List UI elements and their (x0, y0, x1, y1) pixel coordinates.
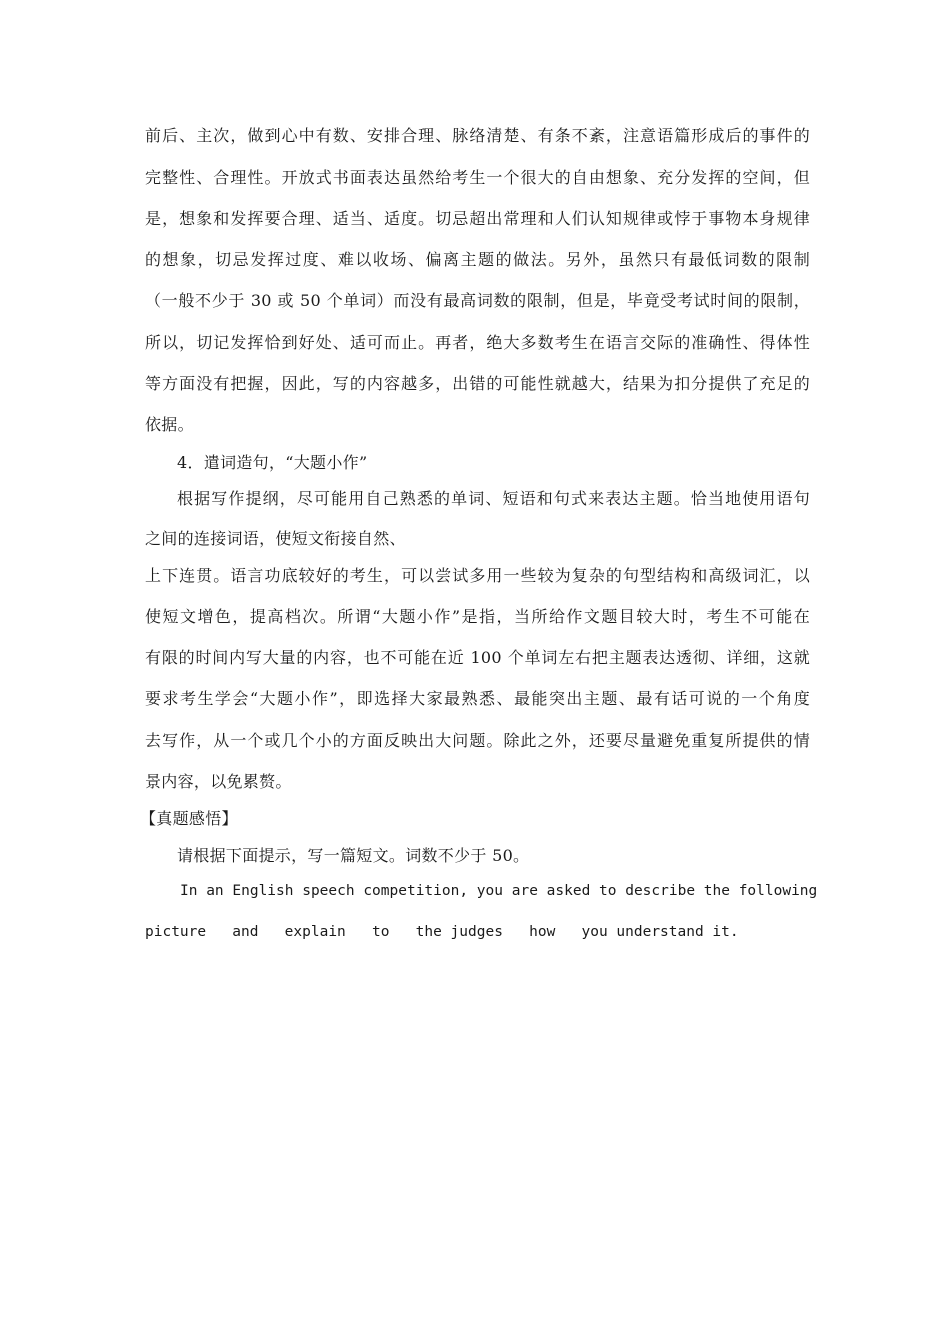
paragraph-1-line-7: 等方面没有把握，因此，写的内容越多，出错的可能性就越大，结果为扣分提供了充足的 (145, 374, 810, 393)
paragraph-2-line-8: 景内容，以免累赘。 (145, 772, 292, 791)
paragraph-1-line-8: 依据。 (145, 415, 194, 434)
paragraph-1-line-4: 的想象，切忌发挥过度、难以收场、偏离主题的做法。另外，虽然只有最低词数的限制 (145, 250, 810, 269)
paragraph-2-line-1: 根据写作提纲，尽可能用自己熟悉的单词、短语和句式来表达主题。恰当地使用语句 (177, 489, 810, 508)
paragraph-1-line-2: 完整性、合理性。开放式书面表达虽然给考生一个很大的自由想象、充分发挥的空间，但 (145, 168, 810, 187)
paragraph-1-line-3: 是，想象和发挥要合理、适当、适度。切忌超出常理和人们认知规律或悖于事物本身规律 (145, 209, 810, 228)
paragraph-1-line-5: （一般不少于 30 或 50 个单词）而没有最高词数的限制，但是，毕竟受考试时间的限制， (145, 291, 810, 310)
section-title: 【真题感悟】 (140, 809, 238, 828)
paragraph-2-line-5: 有限的时间内写大量的内容，也不可能在近 100 个单词左右把主题表达透彻、详细，这就 (145, 648, 810, 667)
english-prompt-line-2: picture and explain to the judges how you understand it. (145, 924, 739, 940)
instruction-text: 请根据下面提示，写一篇短文。词数不少于 50。 (177, 846, 530, 865)
paragraph-1-line-6: 所以，切记发挥恰到好处、适可而止。再者，绝大多数考生在语言交际的准确性、得体性 (145, 333, 810, 352)
section-heading-4: 4．遣词造句，“大题小作” (177, 453, 368, 472)
paragraph-2-line-3: 上下连贯。语言功底较好的考生，可以尝试多用一些较为复杂的句型结构和高级词汇，以 (145, 566, 810, 585)
paragraph-2-line-6: 要求考生学会“大题小作”，即选择大家最熟悉、最能突出主题、最有话可说的一个角度 (145, 689, 810, 708)
paragraph-1-line-1: 前后、主次，做到心中有数、安排合理、脉络清楚、有条不紊，注意语篇形成后的事件的 (145, 126, 810, 145)
paragraph-2-line-2: 之间的连接词语，使短文衔接自然、 (145, 529, 406, 548)
english-prompt-line-1: In an English speech competition, you are asked to describe the following (180, 883, 818, 899)
paragraph-2-line-7: 去写作，从一个或几个小的方面反映出大问题。除此之外，还要尽量避免重复所提供的情 (145, 731, 810, 750)
paragraph-2-line-4: 使短文增色，提高档次。所谓“大题小作”是指，当所给作文题目较大时，考生不可能在 (145, 607, 810, 626)
